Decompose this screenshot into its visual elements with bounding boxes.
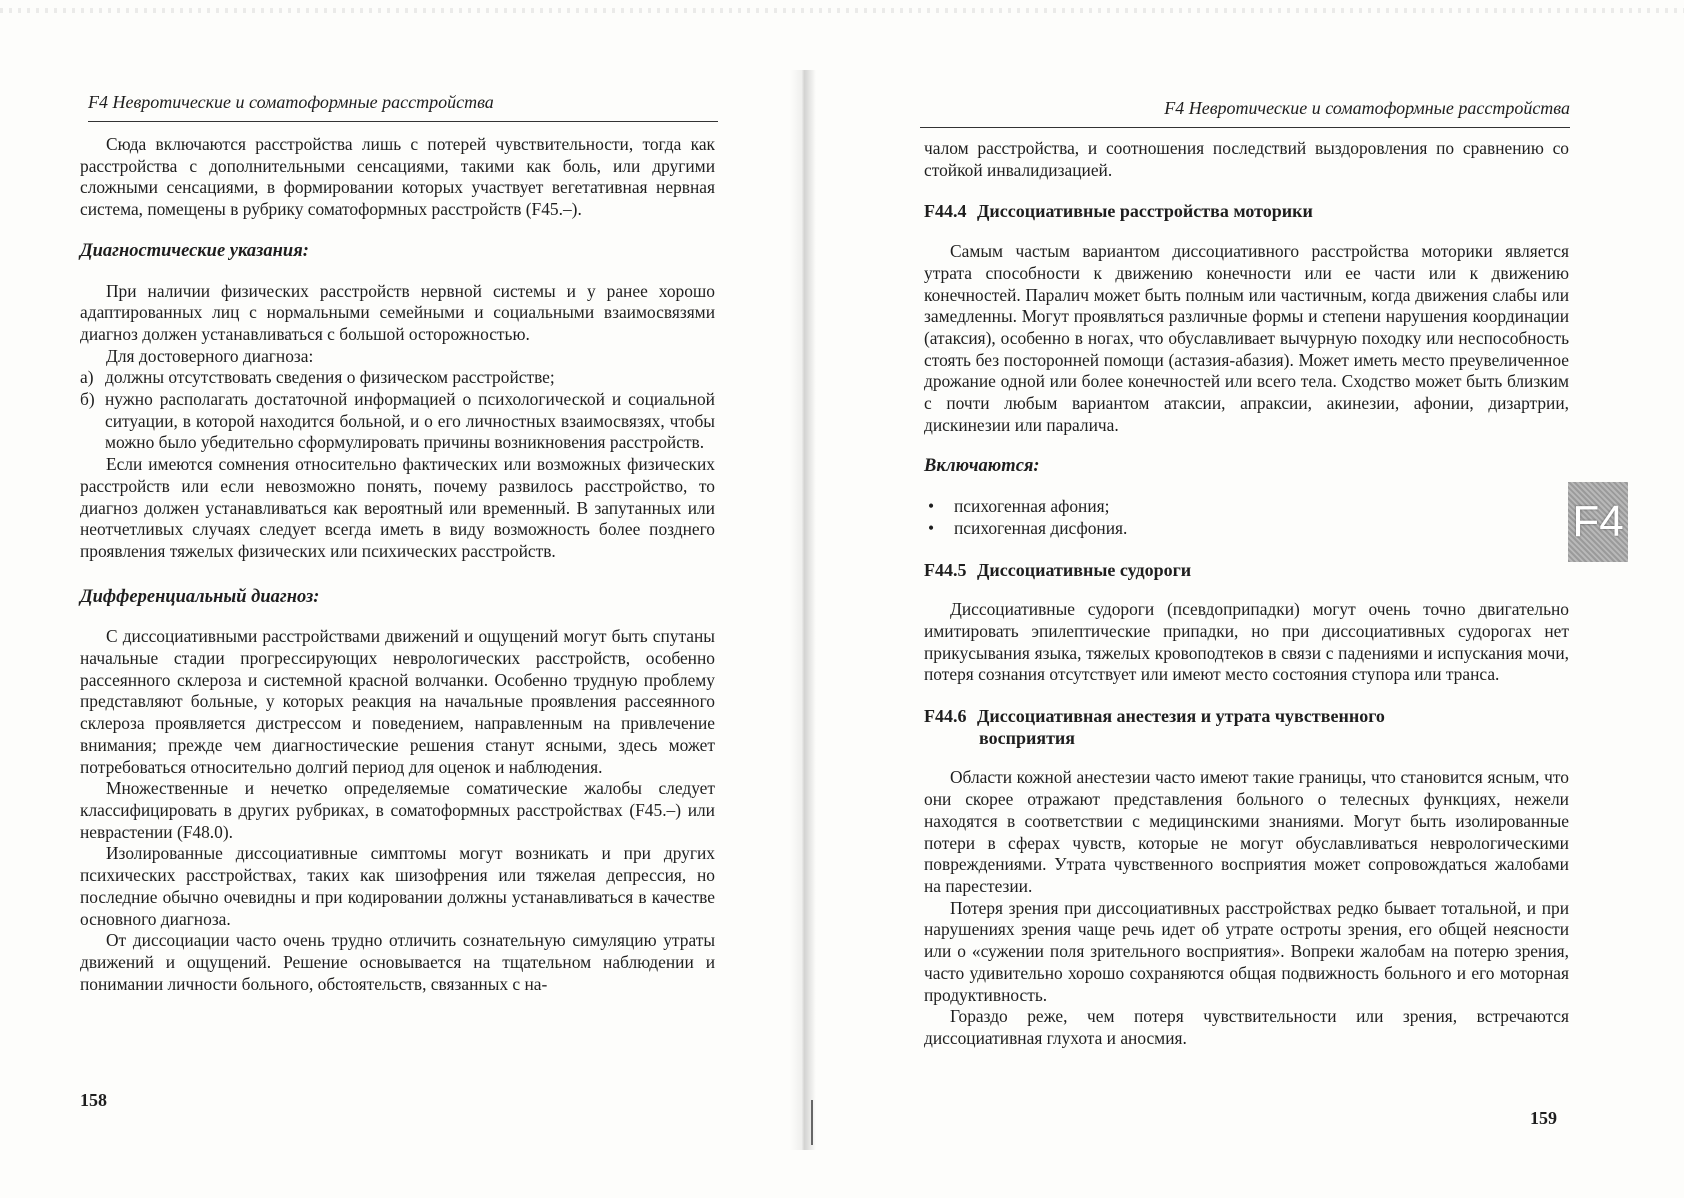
list-item <box>80 367 715 389</box>
subhead-differential: Дифференциальный диагноз: <box>80 586 320 607</box>
section-title-continuation: восприятия <box>979 727 1076 748</box>
list-item <box>924 518 1569 540</box>
bullet-icon: • <box>928 496 935 517</box>
left-page <box>0 0 760 1198</box>
list-marker: а) <box>80 367 94 388</box>
running-head-right: F4 Невротические и соматоформные расстройства <box>920 98 1570 128</box>
paragraph-differential-1: С диссоциативными расстройствами движений и ощущений могут быть спутаны начальные стадии прогрессирующих неврологических расстройств, особенно рассеянного склероза и системной красной волчанки. Особенно трудную проблему представляют больные, у которых реакция на начальные проявления рассеянного склероза проявляется дистрессом и поведением, направленным на привлечение внимания; прежде чем диагностические решения станут ясными, здесь может потребоваться относительно долгий период для оценок и наблюдения. <box>80 626 715 777</box>
section-title-f44-5 <box>924 560 1569 582</box>
book-spine-shadow <box>790 70 816 1150</box>
paragraph-f44-6-a: Области кожной анестезии часто имеют такие границы, что становится ясным, что они скорее отражают представления больного о телесных функциях, нежели находятся в соответствии с медицинскими знаниями. Могут быть изолированные потери в сферах чувств, которые не могут обуславливаться неврологическими повреждениями. Утрата чувственного восприятия может сопровождаться жалобами на парестезии. <box>924 767 1569 896</box>
list-item-text: должны отсутствовать сведения о физическом расстройстве; <box>105 367 555 388</box>
right-page <box>820 0 1684 1198</box>
section-title-f44-4 <box>924 201 1569 223</box>
paragraph-continuation: чалом расстройства, и соотношения последствий выздоровления по сравнению со стойкой инвалидизацией. <box>924 138 1569 180</box>
book-spine-line <box>811 1100 813 1145</box>
chapter-tab-f4: F4 <box>1568 482 1628 562</box>
section-code: F44.6 <box>924 706 967 727</box>
list-item-text: психогенная дисфония. <box>954 517 1128 538</box>
page-number-left: 158 <box>80 1090 107 1110</box>
paragraph-differential-3: Изолированные диссоциативные симптомы могут возникать и при других психических расстройствах, таких как шизофрения или тяжелая депрессия, но последние обычно очевидны и при кодировании должны устанавливаться в качестве основного диагноза. <box>80 843 715 929</box>
subhead-diagnostic: Диагностические указания: <box>80 240 309 261</box>
running-head-left: F4 Невротические и соматоформные расстройства <box>88 92 718 122</box>
section-code: F44.5 <box>924 559 967 580</box>
list-marker: б) <box>80 389 95 410</box>
paragraph-f44-4: Самым частым вариантом диссоциативного расстройства моторики является утрата способности к движению конечности или ее части или к движению конечностей. Паралич может быть полным или частичным, когда движения слабы или замедленны. Могут проявляться различные формы и степени нарушения координации (атаксия), особенно в ногах, что обуславливает вычурную походку или неспособность стоять без посторонней помощи (астазия-абазия). Может иметь место преувеличенное дрожание одной или более конечностей или всего тела. Сходство может быть близким с почти любым вариантом атаксии, апраксии, акинезии, афонии, дизартрии, дискинезии или паралича. <box>924 241 1569 435</box>
diagnostic-criteria-list <box>80 367 715 454</box>
paragraph-f44-5: Диссоциативные судороги (псевдоприпадки) могут очень точно двигательно имитировать эпилептические припадки, но при диссоциативных судорогах нет прикусывания языка, тяжелых кровоподтеков в связи с падениями и испускания мочи, потеря сознания отсутствует или имеют место состояния ступора или транса. <box>924 599 1569 685</box>
paragraph-differential-4: От диссоциации часто очень трудно отличить сознательную симуляцию утраты движений и ощущений. Решение основывается на тщательном наблюдении и понимании личности больного, обстоятельств, связанных с на- <box>80 930 715 994</box>
left-page-body <box>80 134 715 995</box>
paragraph-diagnostic-1: При наличии физических расстройств нервной системы и у ранее хорошо адаптированных лиц с нормальными семейными и социальными взаимосвязями диагноз должен устанавливаться с большой осторожностью. <box>80 280 715 344</box>
paragraph-f44-6-b: Потеря зрения при диссоциативных расстройствах редко бывает тотальной, и при нарушениях зрения чаще речь идет об утрате остроты зрения, его общей неясности или о «сужении поля зрительного восприятия». Вопреки жалобам на потерю зрения, часто удивительно хорошо сохраняются общая подвижность больного и его моторная продуктивность. <box>924 897 1569 1005</box>
section-title-f44-6 <box>924 706 1569 749</box>
list-item <box>80 389 715 454</box>
paragraph-f44-6-c: Гораздо реже, чем потеря чувствительности или зрения, встречаются диссоциативная глухота и аносмия. <box>924 1006 1569 1048</box>
paragraph-intro: Сюда включаются расстройства лишь с потерей чувствительности, тогда как расстройства с дополнительными сенсациями, такими как боль, или другими сложными сенсациями, в формировании которых участвует вегетативная нервная система, помещены в рубрику соматоформных расстройств (F45.–). <box>80 134 715 220</box>
section-title-text: Диссоциативная анестезия и утрата чувственного <box>977 706 1385 727</box>
paragraph-diagnostic-3: Если имеются сомнения относительно фактических или возможных физических расстройств или если невозможно понять, почему развилось расстройство, то диагноз должен устанавливаться как вероятный или временный. В запутанных или неотчетливых случаях следует всегда иметь в виду возможность более позднего проявления тяжелых физических или психических расстройств. <box>80 454 715 561</box>
section-title-text: Диссоциативные расстройства моторики <box>977 201 1313 222</box>
bullet-icon: • <box>928 517 935 538</box>
right-page-body <box>924 138 1569 1050</box>
list-item <box>924 496 1569 518</box>
section-title-text: Диссоциативные судороги <box>977 559 1192 580</box>
list-item-text: психогенная афония; <box>954 496 1110 517</box>
paragraph-diagnostic-2: Для достоверного диагноза: <box>106 345 314 366</box>
list-item-text: нужно располагать достаточной информацией о психологической и социальной ситуации, в которой находится больной, и о его личностных взаимосвязях, чтобы можно было убедительно сформулировать причины возникновения расстройств. <box>105 389 715 453</box>
paragraph-differential-2: Множественные и нечетко определяемые соматические жалобы следует классифицировать в других рубриках, в соматоформных расстройствах (F45.–) или неврастении (F48.0). <box>80 778 715 842</box>
subhead-includes: Включаются: <box>924 456 1040 477</box>
includes-list <box>924 496 1569 539</box>
page-number-right: 159 <box>1530 1108 1557 1128</box>
section-code: F44.4 <box>924 201 967 222</box>
